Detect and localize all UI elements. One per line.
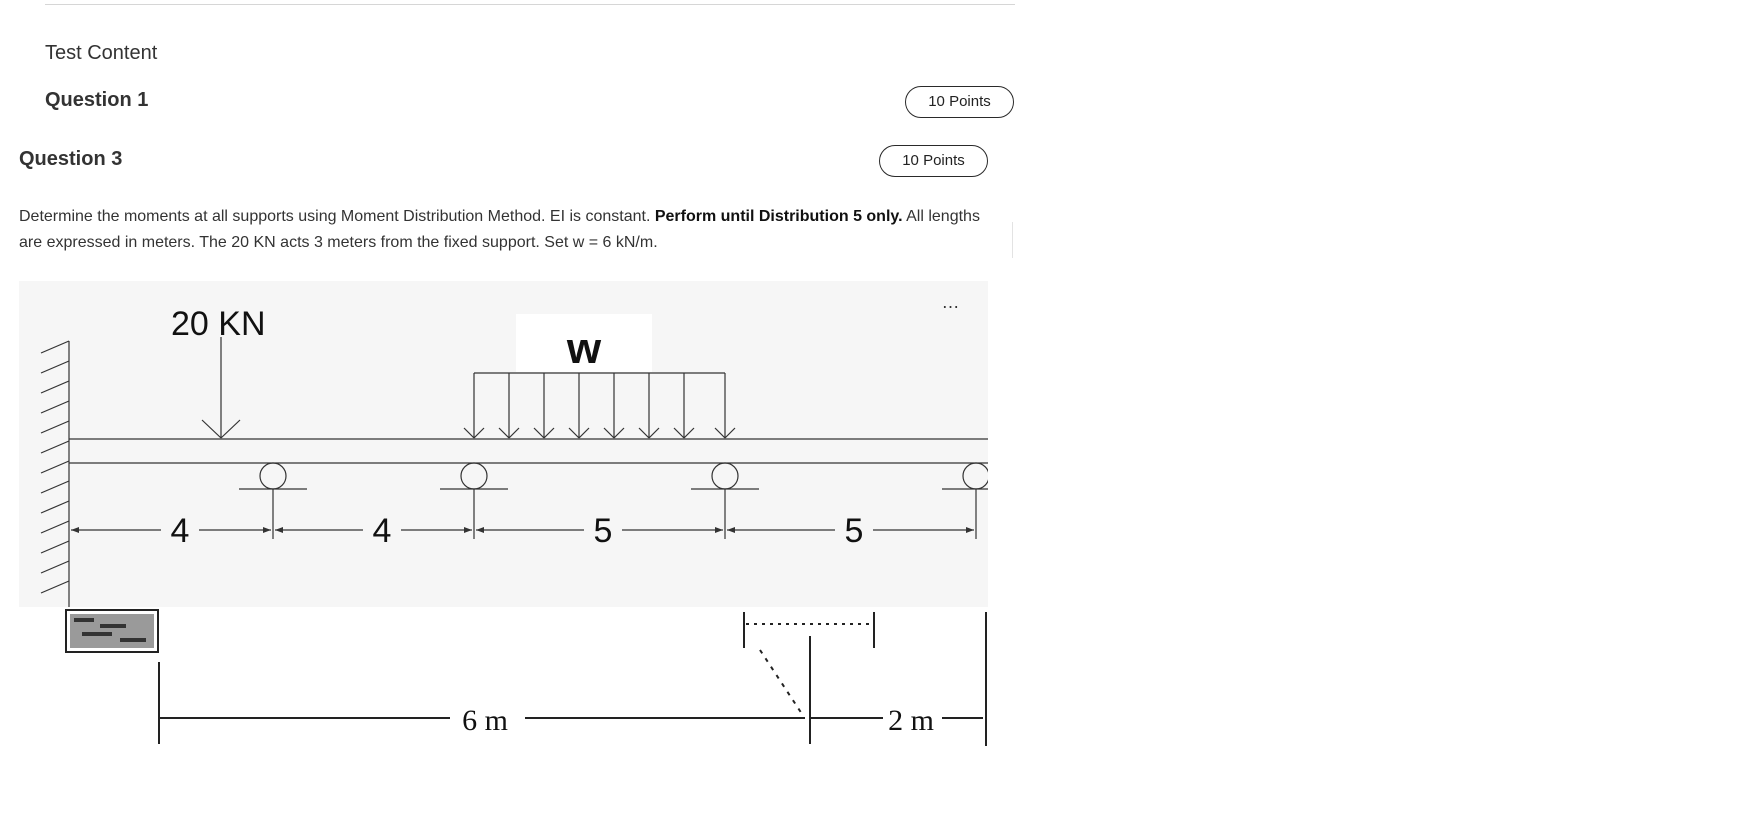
scan-dimension-label: 6 m bbox=[462, 704, 508, 737]
question-1-points-badge: 10 Points bbox=[905, 86, 1014, 118]
point-load-arrow bbox=[202, 337, 240, 438]
roller-support bbox=[691, 463, 759, 489]
fixed-support bbox=[41, 341, 69, 607]
scan-dimension-label: 2 m bbox=[888, 704, 934, 737]
section-title: Test Content bbox=[45, 42, 158, 64]
dimension-line bbox=[71, 489, 976, 539]
distributed-load-arrows bbox=[464, 373, 735, 438]
support-block-hatching bbox=[70, 614, 154, 648]
scan-dimension-lines bbox=[159, 612, 986, 746]
question-3-text bbox=[19, 204, 994, 256]
beam-diagram-image bbox=[19, 281, 988, 607]
question-text-part: All lengths are expressed in meters. The 20 KN acts 3 meters from the fixed support. Set w = 6 kN/m. bbox=[19, 208, 980, 251]
span-label: 5 bbox=[844, 512, 864, 550]
beam-diagram bbox=[19, 281, 988, 607]
top-divider bbox=[45, 4, 1015, 5]
roller-support bbox=[440, 463, 508, 489]
distributed-load-label: w bbox=[566, 324, 602, 373]
question-3-points-badge: 10 Points bbox=[879, 145, 988, 177]
side-divider bbox=[1012, 222, 1013, 258]
span-label: 4 bbox=[170, 512, 190, 550]
question-text-part: Determine the moments at all supports using Moment Distribution Method. EI is constant. bbox=[19, 208, 655, 225]
point-load-label: 20 KN bbox=[171, 305, 266, 343]
span-label: 4 bbox=[372, 512, 392, 550]
beam bbox=[69, 439, 988, 463]
roller-support bbox=[942, 463, 988, 489]
scanned-figure-fragment bbox=[60, 608, 1010, 748]
more-options-button[interactable]: … bbox=[941, 292, 961, 312]
question-3-title: Question 3 bbox=[19, 148, 123, 170]
question-text-emphasis: Perform until Distribution 5 only. bbox=[654, 208, 903, 225]
question-1-title: Question 1 bbox=[45, 89, 149, 111]
span-label: 5 bbox=[593, 512, 613, 550]
roller-support bbox=[239, 463, 307, 489]
